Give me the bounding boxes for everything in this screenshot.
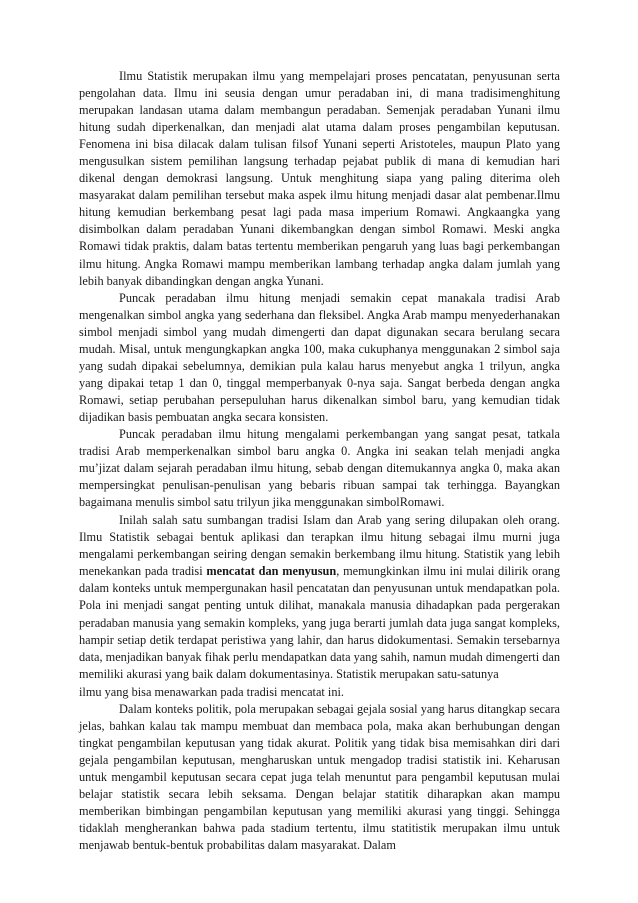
paragraph-tradisi-mencatat: ilmu yang bisa menawarkan pada tradisi mencatat ini. [79, 684, 344, 699]
paragraph-puncak-peradaban-arab: Puncak peradaban ilmu hitung menjadi semakin cepat manakala tradisi Arab mengenalkan simbol angka yang sederhana dan fleksibel. Angka Arab mampu menyederhanakan simbol menjadi simbol yang mudah dimengerti dan dapat digunakan secara berulang secara mudah. Misal, untuk mengungkapkan angka 100, maka cukuphanya menggunakan 2 simbol saja yang sudah dipakai sebelumnya, demikian pula kalau harus menyebut angka 1 trilyun, angka yang dipakai tetap 1 dan 0, tinggal memperbanyak 0-nya saja. Sangat berbeda dengan angka Romawi, setiap perubahan persepuluhan harus dikenalkan simbol baru, yang kemudian tidak dijadikan basis pembuatan angka secara konsisten. [79, 290, 560, 424]
paragraph-text-before: Inilah salah satu sumbangan tradisi Islam dan Arab yang sering dilupakan oleh orang. Ilmu Statistik sebagai bentuk aplikasi dan terapkan ilmu hitung sebagai ilmu murni juga mengalami perkembangan seiring dengan semakin berkembang ilmu hitung. Statistik yang lebih menekankan pada tradisi [79, 513, 560, 579]
paragraph-text-after: , memungkinkan ilmu ini mulai dilirik orang dalam konteks untuk mempergunakan hasil pencatatan dan penyusunan untuk mendapatkan pola. Pola ini menjadi sangat penting untuk dilihat, manakala manusia dihadapkan pada pergerakan peradaban manusia yang semakin kompleks, yang juga berarti jumlah data juga sangat kompleks, hampir setiap detik terdapat peristiwa yang lahir, dan harus didokumentasi. Semakin tersebarnya data, menjadikan banyak fihak perlu mendapatkan data yang sahih, namun mudah dimengerti dan memiliki akurasi yang baik dalam dokumentasinya. Statistik merupakan satu-satunya [79, 564, 561, 681]
paragraph-ilmu-statistik: Ilmu Statistik merupakan ilmu yang mempelajari proses pencatatan, penyusunan serta pengolahan data. Ilmu ini seusia dengan umur peradaban ini, di mana tradisimenghitung merupakan landasan utama dalam membangun peradaban. Semenjak peradaban Yunani ilmu hitung sudah diperkenalkan, dan menjadi alat utama dalam proses pengambilan keputusan. Fenomena ini bisa dilacak dalam tulisan filsof Yunani seperti Aristoteles, maupun Plato yang mengusulkan sistem pemilihan langsung terhadap pejabat publik di mana di kemudian hari dikenal dengan demokrasi langsung. Untuk menghitung siapa yang paling diterima oleh masyarakat dalam pemilihan tersebut maka aspek ilmu hitung menjadi dasar alat pembenar.Ilmu hitung kemudian berkembang pesat lagi pada masa imperium Romawi. Angkaangka yang disimbolkan dalam peradaban Yunani dikembangkan dengan simbol Romawi. Meski angka Romawi tidak praktis, dalam batas tertentu memberikan pengaruh yang luas bagi perkembangan ilmu hitung. Angka Romawi mampu memberikan lambang terhadap angka dalam jumlah yang lebih banyak dibandingkan dengan angka Yunani. [79, 69, 560, 288]
paragraph-sumbangan-tradisi-islam [79, 512, 560, 682]
paragraph-angka-nol: Puncak peradaban ilmu hitung mengalami perkembangan yang sangat pesat, tatkala tradisi Arab memperkenalkan simbol baru angka 0. Angka ini seakan telah menjadi angka mu’jizat dalam sejarah peradaban ilmu hitung, sebab dengan ditemukannya angka 0, maka akan mempersingkat penulisan-penulisan yang bebaris ribuan sampai tak terhingga. Bayangkan bagaimana menulis simbol satu trilyun jika menggunakan simbolRomawi. [79, 426, 560, 510]
paragraph-konteks-politik: Dalam konteks politik, pola merupakan sebagai gejala sosial yang harus ditangkap secara jelas, bahkan kalau tak mampu membuat dan membaca pola, maka akan berhubungan dengan tingkat pengambilan keputusan yang tidak akurat. Politik yang tidak bisa memisahkan diri dari gejala pengambilan keputusan, mengharuskan untuk mengadop tradisi statistik ini. Keharusan untuk mengambil keputusan secara cepat juga telah menuntut para pengambil keputusan mulai belajar statistik secara lebih seksama. Dengan belajar statitik diharapkan akan mampu memberikan bimbingan pengambilan keputusan yang memiliki akurasi yang tinggi. Sehingga tidaklah mengherankan bahwa pada stadium tertentu, ilmu statitistik merupakan ilmu untuk menjawab bentuk-bentuk probabilitas dalam masyarakat. Dalam [79, 701, 560, 853]
emphasis-mencatat-dan-menyusun: mencatat dan menyusun [206, 564, 337, 579]
document-body [79, 68, 560, 854]
